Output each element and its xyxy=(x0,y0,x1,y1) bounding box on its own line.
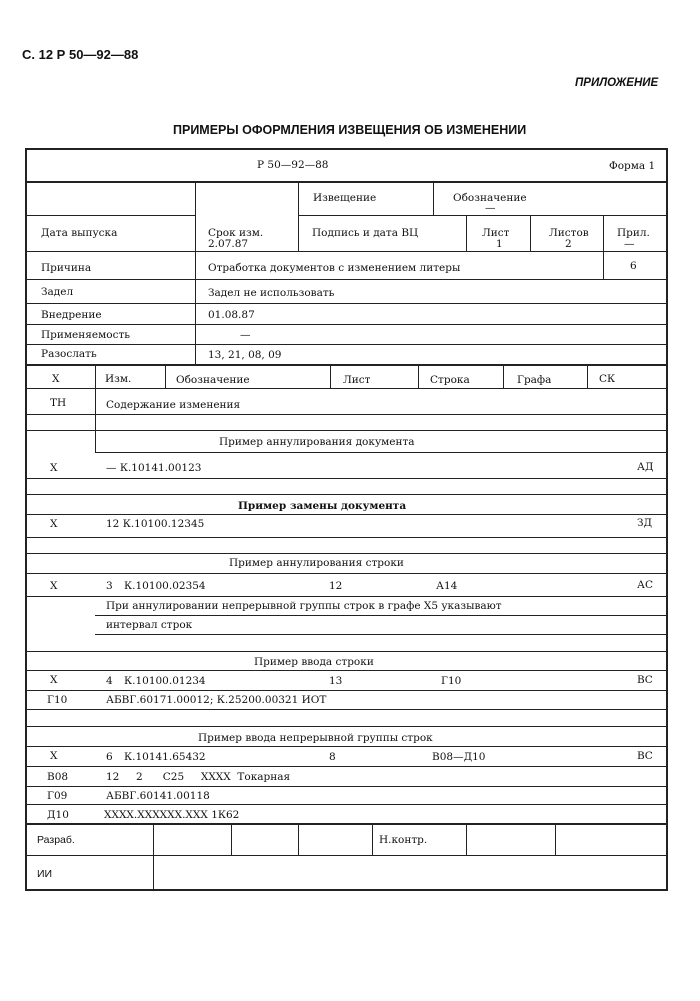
row-line: Г10 xyxy=(441,675,462,687)
introduction-label: Внедрение xyxy=(41,309,102,321)
col-content: Содержание изменения xyxy=(106,399,241,411)
distribute-value: 13, 21, 08, 09 xyxy=(208,349,282,361)
example-title: Пример ввода непрерывной группы строк xyxy=(198,732,433,744)
row-text: АБВГ.60171.00012; К.25200.00321 ИОТ xyxy=(106,694,327,706)
row-x: X xyxy=(50,750,58,762)
row-doc: К.10100.02354 xyxy=(124,580,206,592)
appendix-short-label: Прил. xyxy=(617,227,650,239)
backlog-label: Задел xyxy=(41,286,74,298)
row-num: 6 xyxy=(106,751,113,763)
row-sheet: 8 xyxy=(329,751,336,763)
row-x: X xyxy=(50,580,58,592)
ii-label: ИИ xyxy=(37,868,53,880)
row-label: Г10 xyxy=(47,694,68,706)
row-text: 12 К.10100.12345 xyxy=(106,518,205,530)
row-label: В08 xyxy=(47,771,69,783)
page-title: ПРИМЕРЫ ОФОРМЛЕНИЯ ИЗВЕЩЕНИЯ ОБ ИЗМЕНЕНИИ xyxy=(173,123,527,137)
row-note: интервал строк xyxy=(106,619,193,631)
change-term-label: Срок изм. xyxy=(208,227,264,239)
row-code: ЗД xyxy=(637,517,653,529)
row-x: X xyxy=(50,674,58,686)
designation-label: Обозначение xyxy=(453,192,527,204)
backlog-value: Задел не использовать xyxy=(208,287,335,299)
row-label: Д10 xyxy=(47,809,69,821)
reason-value: Отработка документов с изменением литеры xyxy=(208,262,461,274)
row-text: 12 2 С25 XXXX Токарная xyxy=(106,771,291,783)
col-sheet: Лист xyxy=(343,374,371,386)
designation-value: — xyxy=(485,202,496,214)
row-sheet: 12 xyxy=(329,580,343,592)
row-code: ВС xyxy=(637,750,653,762)
row-label: Г09 xyxy=(47,790,68,802)
row-doc: К.10141.65432 xyxy=(124,751,206,763)
form-label: Форма 1 xyxy=(609,160,656,172)
row-x: X xyxy=(50,518,58,530)
sheet-value: 1 xyxy=(496,238,503,250)
reason-code: 6 xyxy=(630,260,637,272)
notice-label: Извещение xyxy=(313,192,377,204)
row-code: АС xyxy=(637,579,653,591)
row-code: АД xyxy=(637,461,654,473)
col-x: X xyxy=(52,373,60,385)
page-ref: С. 12 Р 50—92—88 xyxy=(22,47,139,62)
col-tn: ТН xyxy=(50,397,67,409)
row-x: X xyxy=(50,462,58,474)
row-code: ВС xyxy=(637,674,653,686)
sheets-label: Листов xyxy=(549,227,589,239)
introduction-value: 01.08.87 xyxy=(208,309,255,321)
row-line: В08—Д10 xyxy=(432,751,486,763)
row-text: АБВГ.60141.00118 xyxy=(106,790,210,802)
col-sk: СК xyxy=(599,373,616,385)
change-term-value: 2.07.87 xyxy=(208,238,249,250)
col-line: Строка xyxy=(430,374,470,386)
distribute-label: Разослать xyxy=(41,348,97,360)
row-doc: К.10100.01234 xyxy=(124,675,206,687)
row-num: 4 xyxy=(106,675,113,687)
example-title: Пример замены документа xyxy=(238,500,407,512)
release-date-label: Дата выпуска xyxy=(41,227,118,239)
row-line: А14 xyxy=(436,580,458,592)
row-text: XXXX.XXXXXX.XXX 1К62 xyxy=(104,809,240,821)
example-title: Пример ввода строки xyxy=(254,656,374,668)
appendix-label: ПРИЛОЖЕНИЕ xyxy=(575,77,659,89)
developed-label: Разраб. xyxy=(37,834,75,846)
row-text: — К.10141.00123 xyxy=(106,462,202,474)
row-sheet: 13 xyxy=(329,675,343,687)
applicability-label: Применяемость xyxy=(41,329,130,341)
col-designation: Обозначение xyxy=(176,374,250,386)
appendix-value: — xyxy=(624,238,635,250)
example-title: Пример аннулирования документа xyxy=(219,436,415,448)
col-column: Графа xyxy=(517,374,552,386)
doc-code: Р 50—92—88 xyxy=(257,159,329,171)
sheets-value: 2 xyxy=(565,238,572,250)
sign-date-label: Подпись и дата ВЦ xyxy=(312,227,419,239)
norm-control-label: Н.контр. xyxy=(379,834,428,846)
sheet-label: Лист xyxy=(482,227,510,239)
row-num: 3 xyxy=(106,580,113,592)
applicability-value: — xyxy=(240,329,251,341)
row-note: При аннулировании непрерывной группы строк в графе X5 указывают xyxy=(106,600,502,612)
col-izm: Изм. xyxy=(105,373,132,385)
reason-label: Причина xyxy=(41,262,92,274)
example-title: Пример аннулирования строки xyxy=(229,557,404,569)
